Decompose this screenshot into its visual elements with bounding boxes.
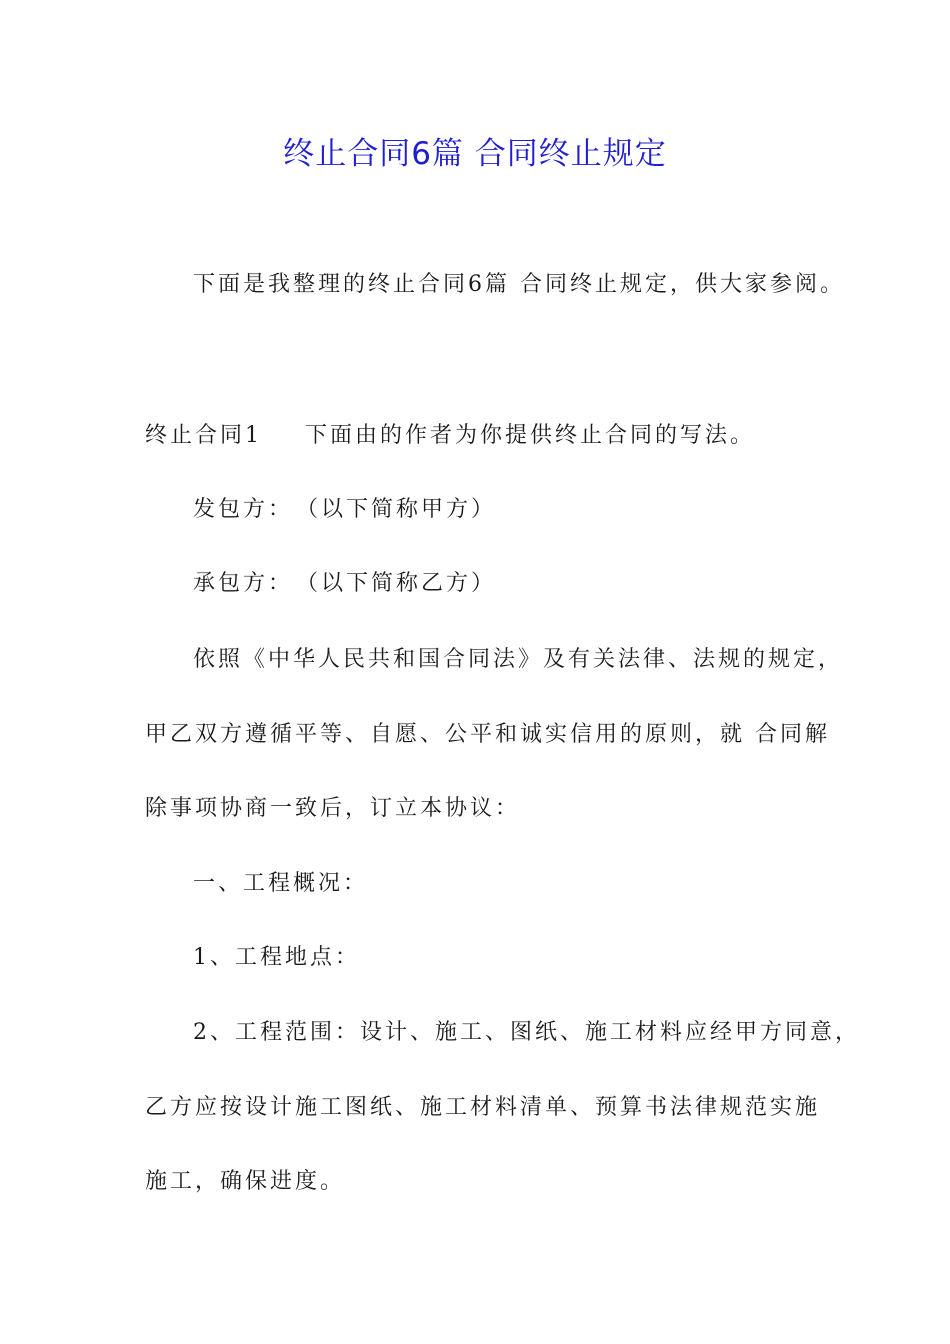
clause-heading: 一、工程概况： bbox=[193, 871, 369, 896]
section-heading bbox=[145, 421, 755, 451]
body-line: 甲乙双方遵循平等、自愿、公平和诚实信用的原则，就 合同解 bbox=[145, 722, 830, 747]
party-b-line: 承包方： （以下简称乙方） bbox=[193, 571, 497, 596]
body-line: 施工，确保进度。 bbox=[145, 1169, 346, 1194]
party-a-line: 发包方： （以下简称甲方） bbox=[193, 497, 497, 522]
clause-item: 1、工程地点： bbox=[193, 945, 360, 970]
clause-item: 2、工程范围：设计、施工、图纸、施工材料应经甲方同意， bbox=[193, 1020, 860, 1045]
body-line: 乙方应按设计施工图纸、施工材料清单、预算书法律规范实施 bbox=[145, 1095, 821, 1120]
section-label: 终止合同1 bbox=[145, 423, 262, 448]
intro-paragraph: 下面是我整理的终止合同6篇 合同终止规定，供大家参阅。 bbox=[193, 272, 845, 297]
body-line: 除事项协商一致后，订立本协议： bbox=[145, 796, 521, 821]
section-text: 下面由的作者为你提供终止合同的写法。 bbox=[305, 423, 756, 448]
document-title: 终止合同6篇 合同终止规定 bbox=[283, 136, 667, 172]
body-line: 依照《中华人民共和国合同法》及有关法律、法规的规定， bbox=[193, 647, 844, 672]
